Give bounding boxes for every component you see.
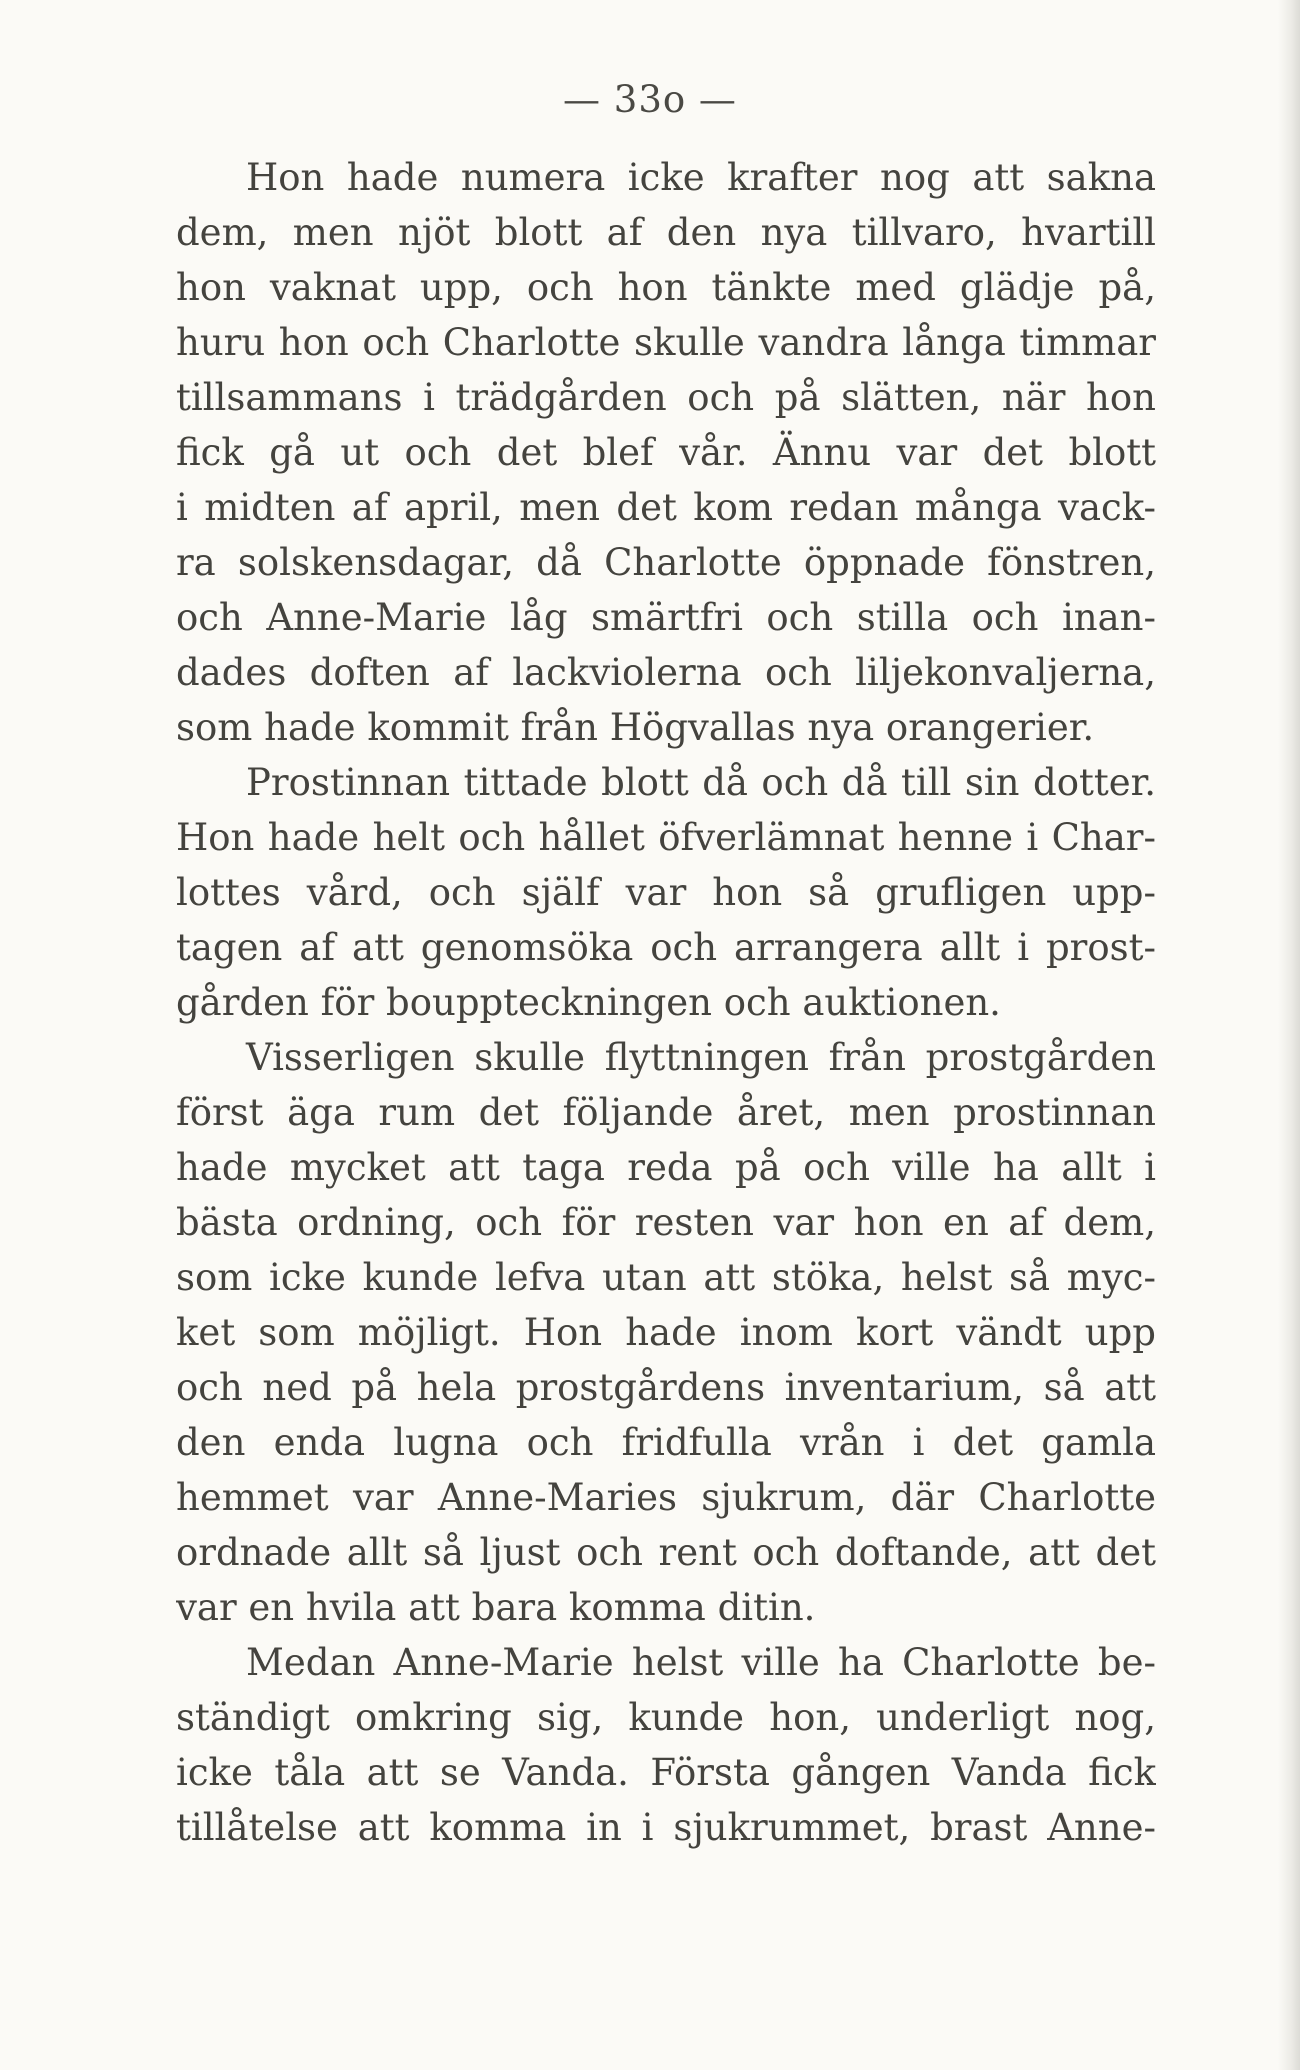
text-line: Visserligen skulle flyttningen från prostgården xyxy=(246,1036,1156,1079)
page-number: — 33o — xyxy=(563,78,737,121)
text-line: tagen af att genomsöka och arrangera allt i prost- xyxy=(176,926,1156,969)
text-line: Hon hade numera icke krafter nog att sakna xyxy=(246,156,1156,199)
text-line: som icke kunde lefva utan att stöka, helst så myc- xyxy=(176,1256,1156,1299)
text-line: tillåtelse att komma in i sjukrummet, brast Anne- xyxy=(176,1806,1156,1849)
text-line: icke tåla att se Vanda. Första gången Vanda fick xyxy=(176,1751,1156,1794)
text-line: i midten af april, men det kom redan många vack- xyxy=(176,486,1156,529)
text-line: Prostinnan tittade blott då och då till sin dotter. xyxy=(246,761,1156,804)
text-line: hon vaknat upp, och hon tänkte med glädje på, xyxy=(176,266,1156,309)
text-line: huru hon och Charlotte skulle vandra långa timmar xyxy=(176,321,1156,364)
text-line: och ned på hela prostgårdens inventarium, så att xyxy=(176,1366,1156,1409)
text-line: som hade kommit från Högvallas nya orangerier. xyxy=(176,706,1095,749)
text-line: gården för bouppteckningen och auktionen. xyxy=(176,981,1001,1024)
text-line: ra solskensdagar, då Charlotte öppnade fönstren, xyxy=(176,541,1156,584)
text-line: Medan Anne-Marie helst ville ha Charlotte be- xyxy=(246,1641,1156,1684)
text-line: lottes vård, och själf var hon så grufligen upp- xyxy=(176,871,1156,914)
page-edge-shadow xyxy=(1278,0,1300,2070)
text-line: dem, men njöt blott af den nya tillvaro, hvartill xyxy=(176,211,1156,254)
text-line: Hon hade helt och hållet öfverlämnat henne i Char- xyxy=(176,816,1156,859)
text-line: bästa ordning, och för resten var hon en af dem, xyxy=(176,1201,1156,1244)
text-line: ket som möjligt. Hon hade inom kort vändt upp xyxy=(176,1311,1156,1354)
text-line: hade mycket att taga reda på och ville ha allt i xyxy=(176,1146,1156,1189)
text-line: tillsammans i trädgården och på slätten, när hon xyxy=(176,376,1156,419)
text-line: var en hvila att bara komma ditin. xyxy=(176,1586,816,1629)
text-line: ordnade allt så ljust och rent och doftande, att det xyxy=(176,1531,1156,1574)
text-line: dades doften af lackviolerna och liljekonvaljerna, xyxy=(176,651,1156,694)
text-line: ständigt omkring sig, kunde hon, underligt nog, xyxy=(176,1696,1156,1739)
body-text xyxy=(176,150,1156,1855)
text-line: fick gå ut och det blef vår. Ännu var det blott xyxy=(176,431,1156,474)
text-line: hemmet var Anne-Maries sjukrum, där Charlotte xyxy=(176,1476,1156,1519)
text-line: den enda lugna och fridfulla vrån i det gamla xyxy=(176,1421,1156,1464)
text-line: och Anne-Marie låg smärtfri och stilla och inan- xyxy=(176,596,1156,639)
text-line: först äga rum det följande året, men prostinnan xyxy=(176,1091,1156,1134)
